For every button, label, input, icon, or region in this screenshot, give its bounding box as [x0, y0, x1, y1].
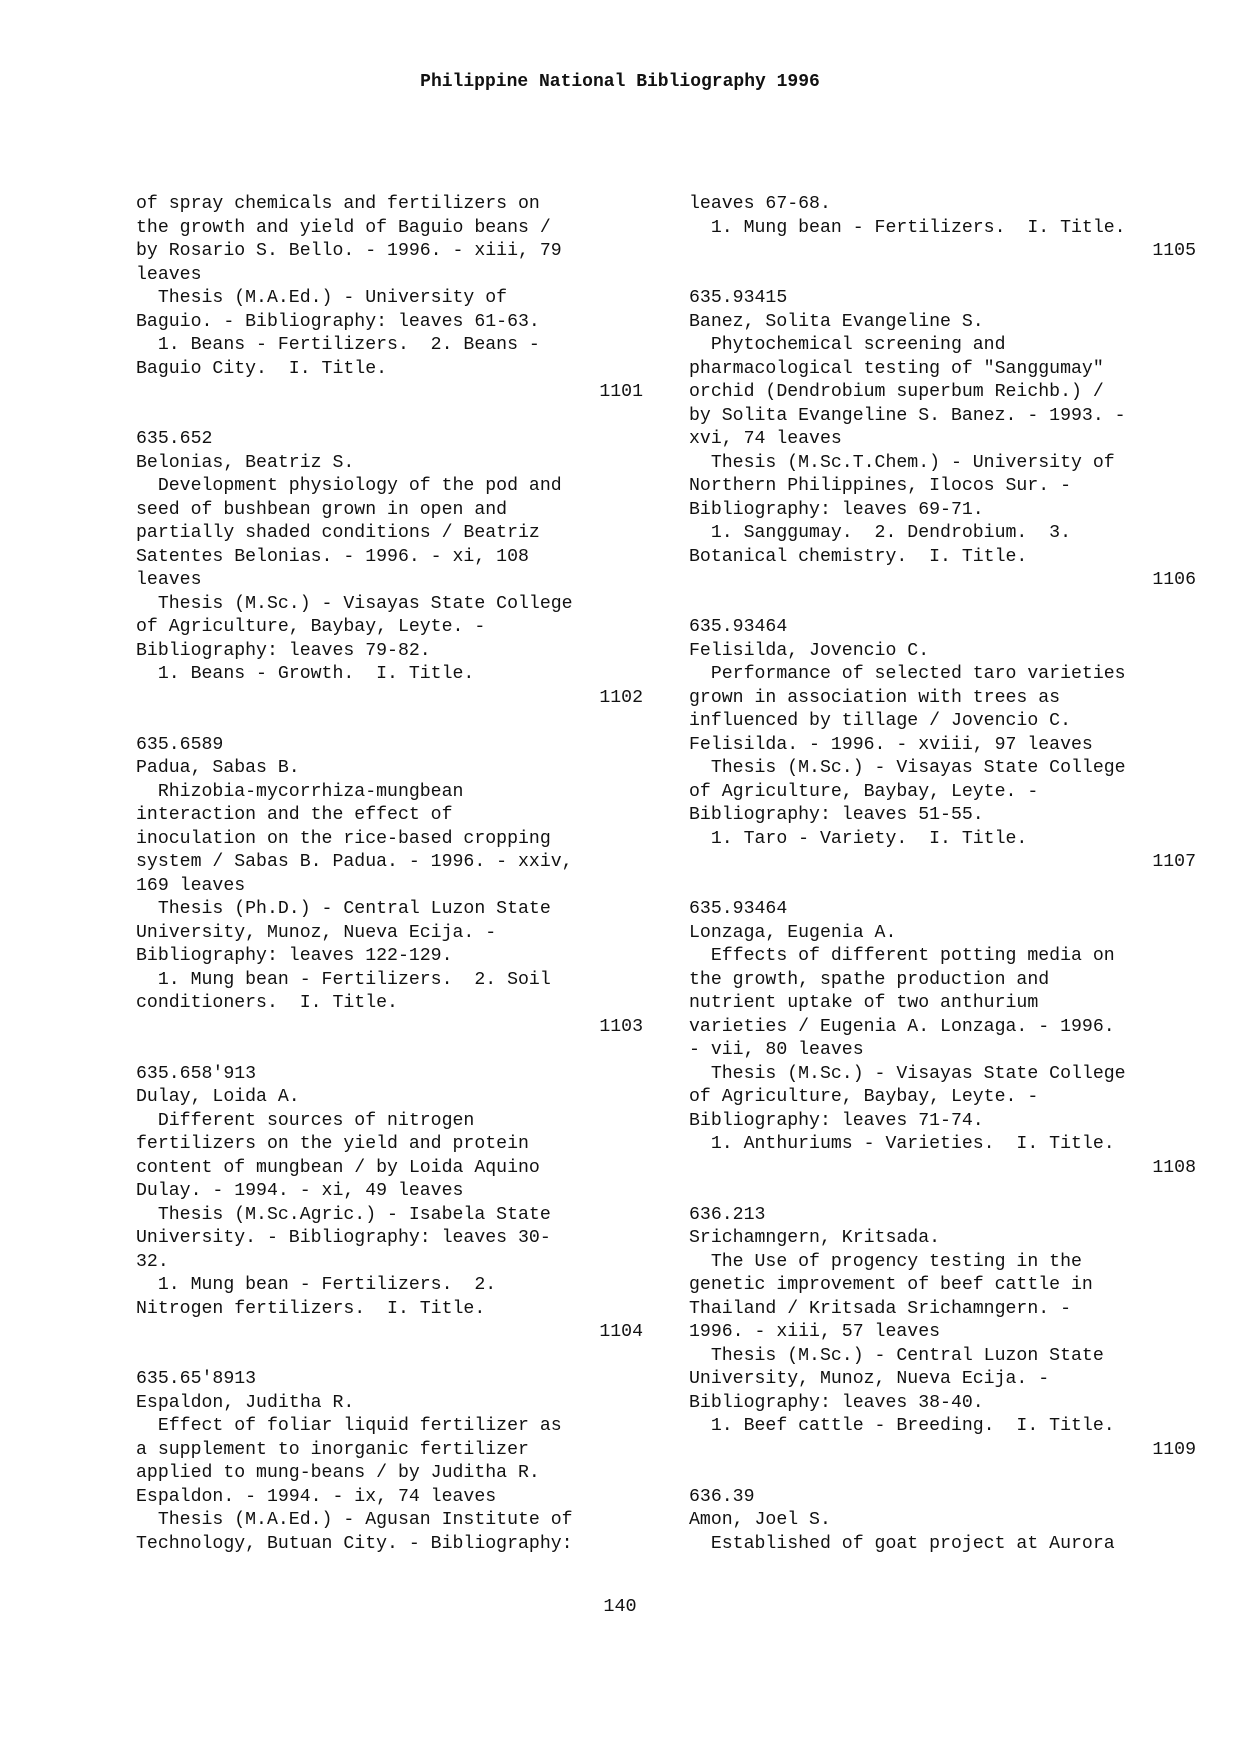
- entry-line: Established of goat project at Aurora: [689, 1533, 1115, 1554]
- entry-line: Rhizobia-mycorrhiza-mungbean: [136, 781, 464, 802]
- bibliography-entry: [689, 1486, 1196, 1557]
- entry-line: 1. Mung bean - Fertilizers. I. Title.: [689, 217, 1126, 238]
- entry-line: 1. Sanggumay. 2. Dendrobium. 3.: [689, 523, 1071, 543]
- left-column: [136, 193, 643, 1580]
- entry-line: Effects of different potting media on: [689, 946, 1115, 966]
- entry-line: nutrient uptake of two anthurium: [689, 993, 1039, 1013]
- entry-line: Baguio. - Bibliography: leaves 61-63.: [136, 311, 540, 332]
- entry-line: 635.93415: [689, 288, 788, 308]
- entry-line: 1. Mung bean - Fertilizers. 2.: [136, 1275, 497, 1295]
- entry-line: Thesis (M.A.Ed.) - University of: [136, 288, 508, 308]
- entry-line: Belonias, Beatriz S.: [136, 452, 355, 473]
- bibliography-entry: [689, 287, 1196, 593]
- entry-line: seed of bushbean grown in open and: [136, 499, 508, 520]
- entry-line: 1. Beef cattle - Breeding. I. Title.: [689, 1416, 1115, 1436]
- bibliography-entry: [136, 1368, 643, 1556]
- entry-line: 635.65'8913: [136, 1369, 257, 1389]
- entry-line: Technology, Butuan City. - Bibliography:: [136, 1533, 573, 1554]
- bibliography-entry: [689, 193, 1196, 264]
- entry-line: the growth and yield of Baguio beans /: [136, 217, 551, 238]
- entry-line: interaction and the effect of: [136, 805, 453, 825]
- entry-line: Thesis (M.A.Ed.) - Agusan Institute of: [136, 1510, 573, 1530]
- bibliography-entry: [689, 616, 1196, 875]
- entry-line: applied to mung-beans / by Juditha R.: [136, 1463, 540, 1483]
- entry-line: of Agriculture, Baybay, Leyte. -: [689, 1087, 1039, 1107]
- entry-line: xvi, 74 leaves: [689, 429, 842, 449]
- entry-line: Bibliography: leaves 51-55.: [689, 805, 984, 825]
- entry-line: conditioners. I. Title.: [136, 993, 398, 1013]
- entry-line: Phytochemical screening and: [689, 335, 1006, 355]
- entry-line: Dulay, Loida A.: [136, 1087, 300, 1107]
- entry-line: content of mungbean / by Loida Aquino: [136, 1157, 540, 1178]
- entry-number: 1105: [1152, 241, 1196, 261]
- entry-line: 635.658'913: [136, 1063, 257, 1084]
- entry-line: orchid (Dendrobium superbum Reichb.) /: [689, 382, 1104, 402]
- entry-line: Banez, Solita Evangeline S.: [689, 311, 984, 332]
- entry-number: 1108: [1152, 1157, 1196, 1178]
- entry-line: Bibliography: leaves 71-74.: [689, 1110, 984, 1131]
- entry-number: 1103: [599, 1016, 643, 1037]
- entry-line: partially shaded conditions / Beatriz: [136, 523, 540, 543]
- entry-number: 1106: [1152, 570, 1196, 590]
- entry-line: Northern Philippines, Ilocos Sur. -: [689, 476, 1071, 496]
- entry-line: Bibliography: leaves 122-129.: [136, 946, 453, 966]
- entry-line: Satentes Belonias. - 1996. - xi, 108: [136, 546, 529, 567]
- right-column: [689, 193, 1196, 1580]
- entry-line: leaves: [136, 570, 202, 590]
- entry-line: Bibliography: leaves 38-40.: [689, 1392, 984, 1413]
- entry-line: inoculation on the rice-based cropping: [136, 828, 551, 849]
- entry-line: Effect of foliar liquid fertilizer as: [136, 1416, 562, 1436]
- entry-line: by Rosario S. Bello. - 1996. - xiii, 79: [136, 241, 562, 261]
- entry-line: 1996. - xiii, 57 leaves: [689, 1322, 941, 1342]
- page-header-title: Philippine National Bibliography 1996: [420, 72, 820, 92]
- entry-line: The Use of progency testing in the: [689, 1251, 1082, 1272]
- entry-line: University, Munoz, Nueva Ecija. -: [136, 922, 497, 943]
- entry-line: - vii, 80 leaves: [689, 1040, 864, 1060]
- entry-line: leaves 67-68.: [689, 194, 831, 214]
- entry-line: system / Sabas B. Padua. - 1996. - xxiv,: [136, 852, 573, 872]
- entry-line: grown in association with trees as: [689, 687, 1061, 708]
- entry-line: Felisilda. - 1996. - xviii, 97 leaves: [689, 734, 1093, 755]
- entry-line: Bibliography: leaves 79-82.: [136, 640, 431, 661]
- entry-line: of spray chemicals and fertilizers on: [136, 194, 540, 214]
- entry-line: Thesis (M.Sc.) - Visayas State College: [136, 593, 573, 614]
- entry-line: Nitrogen fertilizers. I. Title.: [136, 1298, 486, 1319]
- entry-number: 1101: [599, 382, 643, 402]
- entry-line: Felisilda, Jovencio C.: [689, 640, 930, 661]
- entry-line: Different sources of nitrogen: [136, 1110, 475, 1131]
- entry-line: Espaldon, Juditha R.: [136, 1392, 355, 1413]
- bibliography-entry: [136, 428, 643, 710]
- bibliography-entry: [136, 1063, 643, 1345]
- entry-line: the growth, spathe production and: [689, 969, 1050, 990]
- entry-line: University. - Bibliography: leaves 30-: [136, 1228, 551, 1248]
- page-number: 140: [603, 1596, 637, 1617]
- entry-line: Padua, Sabas B.: [136, 758, 300, 778]
- entry-line: 635.6589: [136, 734, 224, 755]
- entry-line: Thesis (M.Sc.T.Chem.) - University of: [689, 452, 1115, 473]
- entry-number: 1102: [599, 687, 643, 708]
- entry-line: 1. Taro - Variety. I. Title.: [689, 828, 1028, 849]
- entry-line: genetic improvement of beef cattle in: [689, 1275, 1093, 1295]
- entry-line: Baguio City. I. Title.: [136, 358, 388, 379]
- entry-line: by Solita Evangeline S. Banez. - 1993. -: [689, 405, 1126, 426]
- bibliography-entry: [689, 1204, 1196, 1463]
- entry-line: Development physiology of the pod and: [136, 476, 562, 496]
- entry-number: 1104: [599, 1322, 643, 1342]
- entry-line: Amon, Joel S.: [689, 1510, 831, 1530]
- entry-line: 635.652: [136, 429, 213, 449]
- entry-line: a supplement to inorganic fertilizer: [136, 1439, 529, 1460]
- bibliography-entry: [136, 193, 643, 405]
- entry-line: varieties / Eugenia A. Lonzaga. - 1996.: [689, 1016, 1115, 1037]
- entry-line: Thesis (M.Sc.) - Visayas State College: [689, 758, 1126, 778]
- entry-line: 635.93464: [689, 617, 788, 637]
- entry-line: Bibliography: leaves 69-71.: [689, 499, 984, 520]
- entry-line: Botanical chemistry. I. Title.: [689, 546, 1028, 567]
- entry-line: of Agriculture, Baybay, Leyte. -: [136, 617, 486, 637]
- entry-line: Thesis (M.Sc.) - Central Luzon State: [689, 1345, 1104, 1366]
- entry-line: 169 leaves: [136, 875, 246, 896]
- entry-line: Thesis (M.Sc.) - Visayas State College: [689, 1063, 1126, 1084]
- entry-line: 636.39: [689, 1486, 755, 1507]
- entry-line: Srichamngern, Kritsada.: [689, 1228, 941, 1248]
- entry-number: 1109: [1152, 1439, 1196, 1460]
- entry-line: 1. Beans - Growth. I. Title.: [136, 664, 475, 684]
- entry-number: 1107: [1152, 852, 1196, 872]
- entry-line: 32.: [136, 1251, 169, 1272]
- entry-line: of Agriculture, Baybay, Leyte. -: [689, 781, 1039, 802]
- entry-line: fertilizers on the yield and protein: [136, 1134, 529, 1154]
- entry-line: Thesis (M.Sc.Agric.) - Isabela State: [136, 1204, 551, 1225]
- entry-line: Thailand / Kritsada Srichamngern. -: [689, 1298, 1071, 1319]
- entry-line: Espaldon. - 1994. - ix, 74 leaves: [136, 1486, 497, 1507]
- entry-line: pharmacological testing of "Sanggumay": [689, 358, 1104, 379]
- entry-line: 1. Anthuriums - Varieties. I. Title.: [689, 1134, 1115, 1154]
- entry-line: Thesis (Ph.D.) - Central Luzon State: [136, 899, 551, 919]
- entry-line: leaves: [136, 264, 202, 285]
- entry-line: 635.93464: [689, 899, 788, 919]
- entry-line: Dulay. - 1994. - xi, 49 leaves: [136, 1181, 464, 1201]
- bibliography-entry: [689, 898, 1196, 1180]
- entry-line: Performance of selected taro varieties: [689, 664, 1126, 684]
- entry-line: influenced by tillage / Jovencio C.: [689, 711, 1071, 731]
- bibliography-entry: [136, 734, 643, 1040]
- entry-line: 1. Beans - Fertilizers. 2. Beans -: [136, 335, 540, 355]
- entry-line: University, Munoz, Nueva Ecija. -: [689, 1369, 1050, 1389]
- entry-line: Lonzaga, Eugenia A.: [689, 922, 897, 943]
- entry-line: 1. Mung bean - Fertilizers. 2. Soil: [136, 969, 551, 990]
- entry-line: 636.213: [689, 1204, 766, 1225]
